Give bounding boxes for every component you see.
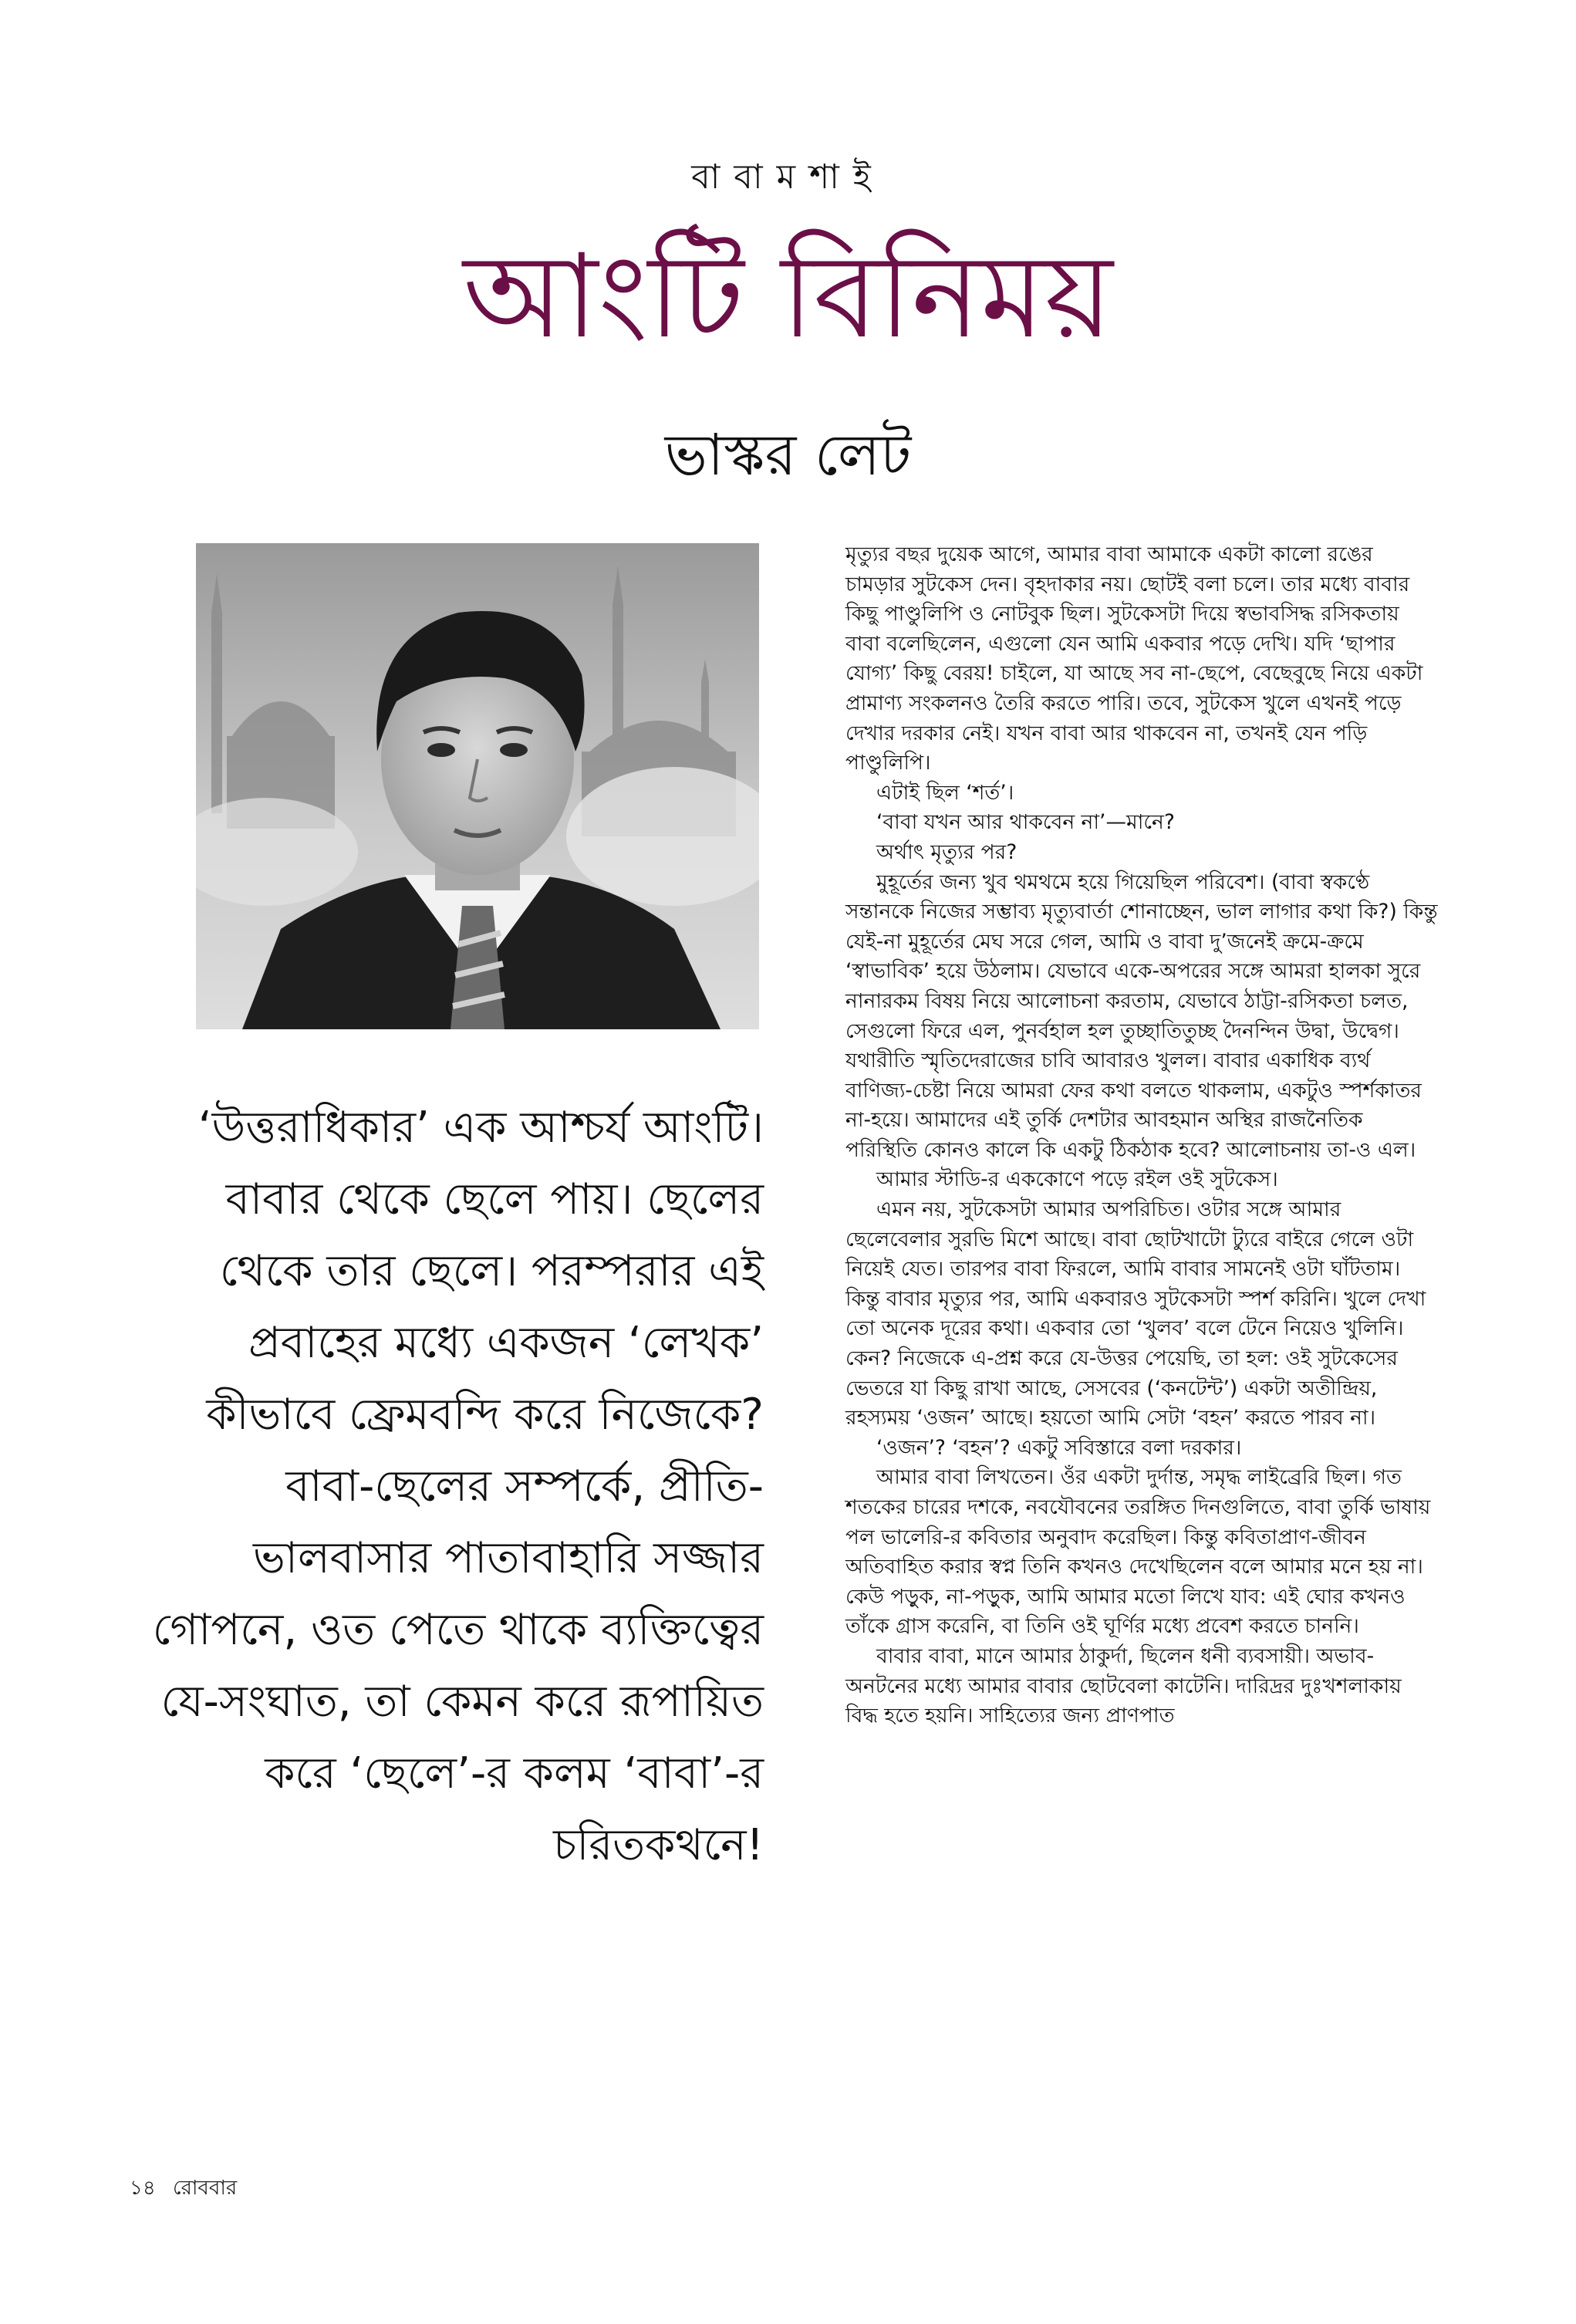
body-paragraph: এটাই ছিল ‘শর্ত’। bbox=[876, 780, 1014, 805]
body-paragraph: আমার বাবা লিখতেন। ওঁর একটা দুর্দান্ত, সমৃদ্ধ লাইব্রেরি ছিল। গত শতকের চারের দশকে, নবযৌবনের তরঙ্গিত দিনগুলিতে, বাবা তুর্কি ভাষায় পল ভালেরি-র কবিতার অনুবাদ করেছিল। কিন্তু কবিতাপ্রাণ-জীবন অতিবাহিত করার স্বপ্ন তিনি কখনও দেখেছিলেন বলে আমার মনে হয় না। কেউ পড়ুক, না-পড়ুক, আমি আমার মতো লিখে যাব: এই ঘোর কখনও তাঁকে গ্রাস করেনি, বা তিনি ওই ঘূর্ণির মধ্যে প্রবেশ করতে চাননি। bbox=[845, 1465, 1431, 1639]
body-paragraph: মৃত্যুর বছর দুয়েক আগে, আমার বাবা আমাকে একটা কালো রঙের চামড়ার সুটকেস দেন। বৃহদাকার নয়। ছোটই বলা চলে। তার মধ্যে বাবার কিছু পাণ্ডুলিপি ও নোটবুক ছিল। সুটকেসটা দিয়ে স্বভাবসিদ্ধ রসিকতায় বাবা বলেছিলেন, এগুলো যেন আমি একবার পড়ে দেখি। যদি ‘ছাপার যোগ্য’ কিছু বেরয়! চাইলে, যা আছে সব না-ছেপে, বেছেবুছে নিয়ে একটা প্রামাণ্য সংকলনও তৈরি করতে পারি। তবে, সুটকেস খুলে এখনই পড়ে দেখার দরকার নেই। যখন বাবা আর থাকবেন না, তখনই যেন পড়ি পাণ্ডুলিপি। bbox=[845, 542, 1423, 775]
article-title: আংটি বিনিময় bbox=[463, 230, 1113, 364]
pull-quote: ‘উত্তরাধিকার’ এক আশ্চর্য আংটি। বাবার থেকে ছেলে পায়। ছেলের থেকে তার ছেলে। পরম্পরার এই প্রবাহের মধ্যে একজন ‘লেখক’ কীভাবে ফ্রেমবন্দি করে নিজেকে? বাবা-ছেলের সম্পর্কে, প্রীতি-ভালবাসার পাতাবাহারি সজ্জার গোপনে, ওত পেতে থাকে ব্যক্তিত্বের যে-সংঘাত, তা কেমন করে রূপায়িত করে ‘ছেলে’-র কলম ‘বাবা’-র চরিতকথনে! bbox=[152, 1103, 764, 1870]
publication-name: রোববার bbox=[173, 2177, 238, 2200]
body-paragraph: এমন নয়, সুটকেসটা আমার অপরিচিত। ওটার সঙ্গে আমার ছেলেবেলার সুরভি মিশে আছে। বাবা ছোটখাটো ট্যুরে বাইরে গেলে ওটা নিয়েই যেত। তারপর বাবা ফিরলে, আমি বাবার সামনেই ওটা ঘাঁটতাম। কিন্তু বাবার মৃত্যুর পর, আমি একবারও সুটকেসটা স্পর্শ করিনি। খুলে দেখা তো অনেক দূরের কথা। একবার তো ‘খুলব’ বলে টেনে নিয়েও খুলিনি। কেন? নিজেকে এ-প্রশ্ন করে যে-উত্তর পেয়েছি, তা হল: ওই সুটকেসের ভেতরে যা কিছু রাখা আছে, সেসবের (‘কনটেন্ট’) একটা অতীন্দ্রিয়, রহস্যময় ‘ওজন’ আছে। হয়তো আমি সেটা ‘বহন’ করতে পারব না। bbox=[845, 1197, 1426, 1431]
body-paragraph: আমার স্টাডি-র এককোণে পড়ে রইল ওই সুটকেস। bbox=[876, 1167, 1278, 1192]
portrait-photo bbox=[196, 543, 759, 1029]
page-number: ১৪ bbox=[130, 2177, 156, 2200]
body-paragraph: ‘ওজন’? ‘বহন’? একটু সবিস্তারে বলা দরকার। bbox=[876, 1435, 1242, 1460]
portrait-photo-illustration bbox=[196, 543, 759, 1029]
body-paragraph: ‘বাবা যখন আর থাকবেন না’—মানে? bbox=[876, 810, 1175, 835]
author-name: ভাস্কর লেট bbox=[664, 422, 912, 488]
body-paragraph: বাবার বাবা, মানে আমার ঠাকুর্দা, ছিলেন ধনী ব্যবসায়ী। অভাব-অনটনের মধ্যে আমার বাবার ছোটবেলা কাটেনি। দারিদ্রর দুঃখশলাকায় বিদ্ধ হতে হয়নি। সাহিত্যের জন্য প্রাণপাত bbox=[845, 1643, 1402, 1728]
body-paragraph: অর্থাৎ মৃত্যুর পর? bbox=[876, 839, 1017, 864]
section-label: বাবামশাই bbox=[691, 157, 885, 197]
page-footer bbox=[130, 2172, 248, 2206]
article-body bbox=[845, 540, 1439, 1731]
body-paragraph: মুহূর্তের জন্য খুব থমথমে হয়ে গিয়েছিল পরিবেশ। (বাবা স্বকণ্ঠে সন্তানকে নিজের সম্ভাব্য মৃত্যুবার্তা শোনাচ্ছেন, ভাল লাগার কথা কি?) কিন্তু যেই-না মুহূর্তের মেঘ সরে গেল, আমি ও বাবা দু’জনেই ক্রমে-ক্রমে ‘স্বাভাবিক’ হয়ে উঠলাম। যেভাবে একে-অপরের সঙ্গে আমরা হালকা সুরে নানারকম বিষয় নিয়ে আলোচনা করতাম, যেভাবে ঠাট্টা-রসিকতা চলত, সেগুলো ফিরে এল, পুনর্বহাল হল তুচ্ছাতিতুচ্ছ দৈনন্দিন উদ্বা, উদ্বেগ। যথারীতি স্মৃতিদেরাজের চাবি আবারও খুলল। বাবার একাধিক ব্যর্থ বাণিজ্য-চেষ্টা নিয়ে আমরা ফের কথা বলতে থাকলাম, একটুও স্পর্শকাতর না-হয়ে। আমাদের এই তুর্কি দেশটার আবহমান অস্থির রাজনৈতিক পরিস্থিতি কোনও কালে কি একটু ঠিকঠাক হবে? আলোচনায় তা-ও এল। bbox=[845, 870, 1438, 1162]
